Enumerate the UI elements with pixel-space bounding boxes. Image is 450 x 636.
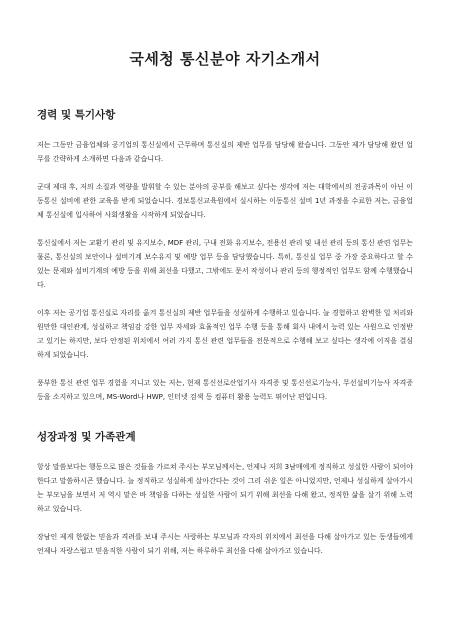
career-paragraph-2: 군대 제대 후, 저의 소질과 역량을 발휘할 수 있는 분야의 공부를 해보고 싶다는 생각에 저는 대학에서의 전공과목이 아닌 이동통신 설비에 관한 교육을 받게 되었습니다. 경보통신교육원에서 실시하는 이동통신 설비 1년 과정을 수료한 저는, 금융업체 통신실에 입사하여 사회생활을 시작하게 되었습니다. — [37, 183, 413, 219]
section-career — [37, 107, 413, 404]
career-paragraph-3: 통신실에서 저는 교환기 관리 및 유지보수, MDF 관리, 구내 전화 유지보수, 전용선 관리 및 내선 관리 등의 통신 관련 업무는 물론, 통신실의 보안이나 설비기계 보수유지 및 예방 업무 등을 담당했습니다. 특히, 통신실 업무 중 가장 중요하다고 할 수 있는 문제와 설비기계의 예방 등을 위해 최선을 다했고, 그밖에도 문서 작성이나 관리 등의 행정적인 업무도 함께 수행했습니다. — [37, 239, 413, 289]
career-paragraph-5: 풍부한 통신 관련 업무 경험을 지니고 있는 저는, 현재 통신선로산업기사 자격증 및 통신선로기능사, 무선설비기능사 자격증 등을 소지하고 있으며, MS-Word나 HWP, 인터넷 검색 등 컴퓨터 활용 능력도 뛰어난 편입니다. — [37, 379, 413, 401]
career-paragraph-4: 이후 저는 공기업 통신실로 자리를 옮겨 통신실의 제반 업무들을 성실하게 수행하고 있습니다. 늘 경험하고 완벽한 일 처리와 원만한 대인관계, 성실하고 책임감 강한 업무 자세와 효율적인 업무 수행 등을 통해 회사 내에서 능력 있는 사원으로 인정받고 있기는 하지만, 보다 안정된 위치에서 여러 가지 통신 관련 업무들을 전문적으로 수행해 보고 싶다는 생각에 이직을 결심하게 되었습니다. — [37, 309, 413, 359]
section-heading-career: 경력 및 특기사항 — [37, 109, 116, 121]
section-family — [37, 429, 413, 558]
section-heading-family: 성장과정 및 가족관계 — [37, 431, 136, 443]
family-paragraph-2: 장남인 제게 한없는 믿음과 격려를 보내 주시는 사랑하는 부모님과 각자의 위치에서 최선을 다해 살아가고 있는 동생들에게 언제나 자랑스럽고 믿음직한 사람이 되기 위해, 저는 하루하루 최선을 다해 살아가고 있습니다. — [37, 533, 413, 555]
family-paragraph-1: 항상 말씀보다는 행동으로 많은 것들을 가르쳐 주시는 부모님께서는, 언제나 저희 3남매에게 정직하고 성실한 사람이 되어야 한다고 말씀하시곤 했습니다. 늘 정직하고 성실하게 살아간다는 것이 그리 쉬운 일은 아니었지만, 언제나 성실하게 살아가시는 부모님을 보면서 저 역시 맡은 바 책임을 다하는 성실한 사람이 되기 위해 최선을 다해 왔고, 정직한 삶을 살기 위해 노력하고 있습니다. — [37, 463, 413, 513]
document-title: 국세청 통신분야 자기소개서 — [129, 50, 321, 68]
career-paragraph-1: 저는 그동안 금융업체와 공기업의 통신실에서 근무하며 통신실의 제반 업무를 담당해 왔습니다. 그동안 제가 담당해 왔던 업무를 간략하게 소개하면 다음과 같습니다. — [37, 141, 413, 163]
